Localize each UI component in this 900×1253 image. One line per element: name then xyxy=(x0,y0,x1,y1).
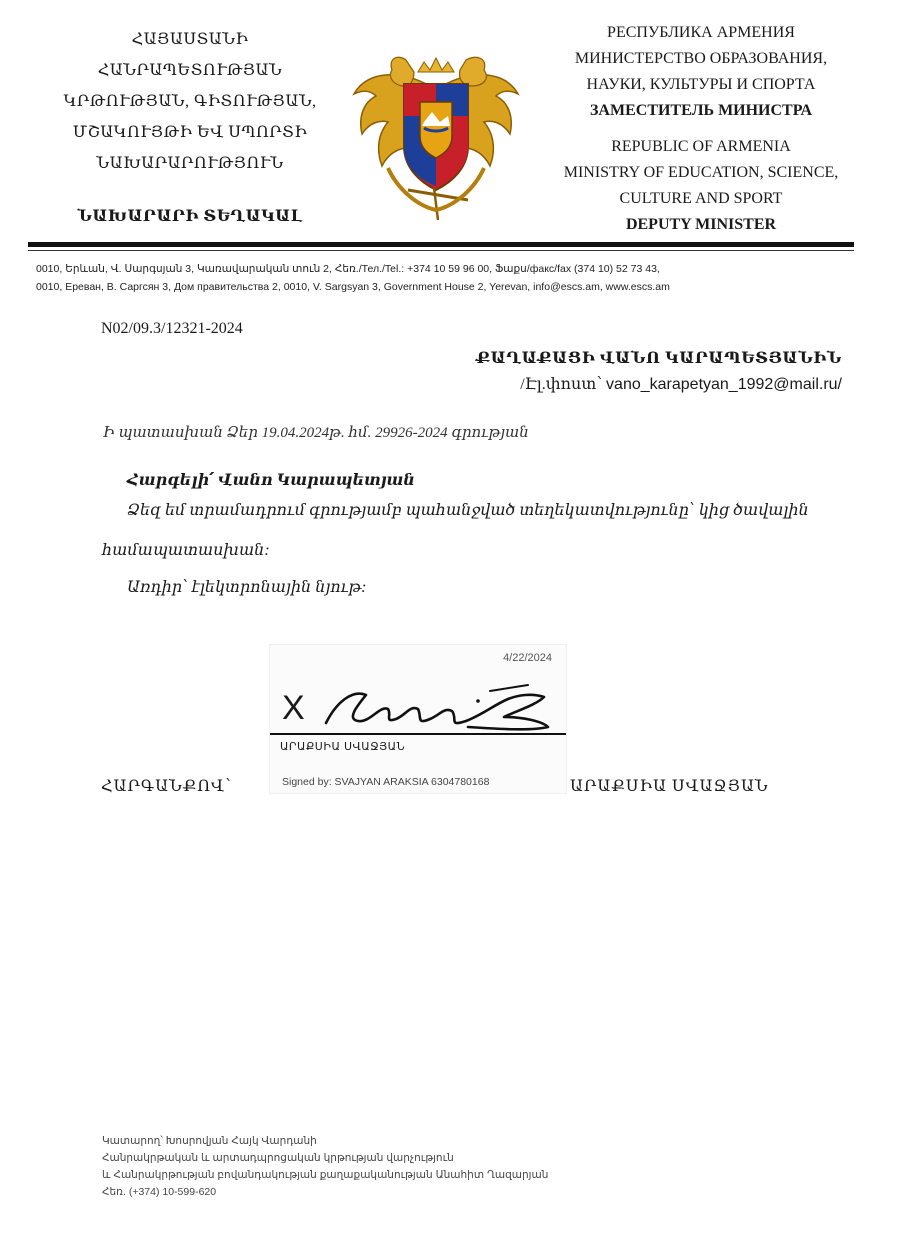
header-english-line: CULTURE AND SPORT xyxy=(619,190,783,207)
header-armenian-line: ՆԱԽԱՐԱՐՈՒԹՅՈՒՆ xyxy=(96,155,284,172)
header-divider-thick xyxy=(28,242,854,247)
header-english-role: DEPUTY MINISTER xyxy=(625,216,777,233)
header-foreign-block xyxy=(540,20,862,238)
footer-line: Կատարող՝ Խոսրովյան Հայկ Վարդանի xyxy=(102,1135,317,1147)
header-armenian-block xyxy=(40,24,340,232)
in-response-line: Ի պատասխան Ձեր 19.04.2024թ. հմ. 29926-2024 գրության xyxy=(103,425,529,441)
header-armenian-line: ՄՇԱԿՈՒՅԹԻ ԵՎ ՍՊՈՐՏԻ xyxy=(72,124,308,141)
header-english-line: REPUBLIC OF ARMENIA xyxy=(611,138,791,155)
recipient-email: vano_karapetyan_1992@mail.ru/ xyxy=(606,376,842,393)
header-russian-line: НАУКИ, КУЛЬТУРЫ И СПОРТА xyxy=(586,76,816,93)
signed-by-text: Signed by: SVAJYAN ARAKSIA 6304780168 xyxy=(282,776,490,788)
recipient-email-prefix: /Էլ.փոստ՝ xyxy=(520,376,607,393)
header-armenian-line: ՀԱՅԱՍՏԱՆԻ xyxy=(131,31,249,48)
signature-date: 4/22/2024 xyxy=(503,652,552,664)
body-text-line: Ձեզ եմ տրամադրում գրությամբ պահանջված տեղեկատվությունը՝ կից ծավալին xyxy=(127,502,809,519)
recipient-block xyxy=(476,346,842,398)
header-russian-role: ЗАМЕСТИТЕЛЬ МИНИСТРА xyxy=(589,102,813,119)
header-armenian-line: ԿՐԹՈՒԹՅԱՆ, ԳԻՏՈՒԹՅԱՆ, xyxy=(63,93,317,110)
header-divider-thin xyxy=(28,250,854,251)
attachment-note: Առդիր՝ էլեկտրոնային նյութ: xyxy=(127,579,367,596)
header-russian-line: РЕСПУБЛИКА АРМЕНИЯ xyxy=(607,24,795,41)
signer-name: ԱՐԱՔՍԻԱ ՍՎԱՋՅԱՆ xyxy=(570,778,769,795)
digital-signature-box xyxy=(270,645,566,793)
header-armenian-line: ՀԱՆՐԱՊԵՏՈՒԹՅԱՆ xyxy=(97,62,283,79)
reference-number: N02/09.3/12321-2024 xyxy=(101,320,243,337)
footer-phone: Հեռ. (+374) 10-599-620 xyxy=(102,1186,217,1198)
footer-line: և Հանրակրթության բովանդակության քաղաքականության Անահիտ Ղազարյան xyxy=(102,1169,549,1181)
signature-line xyxy=(270,733,566,735)
executor-footer xyxy=(102,1133,548,1201)
body-text-line: համապատասխան: xyxy=(102,542,270,559)
header-russian-line: МИНИСТЕРСТВО ОБРАЗОВАНИЯ, xyxy=(574,50,828,67)
signature-x-mark: X xyxy=(282,689,305,727)
header-english-line: MINISTRY OF EDUCATION, SCIENCE, xyxy=(563,164,839,181)
recipient-email-line xyxy=(476,372,842,398)
signature-name: ԱՐԱՔՍԻԱ ՍՎԱՋՅԱՆ xyxy=(280,741,406,753)
armenia-coat-of-arms-icon xyxy=(348,50,524,220)
closing-text: ՀԱՐԳԱՆՔՈՎ՝ xyxy=(101,778,232,795)
address-line-armenian: 0010, Երևան, Վ. Սարգսյան 3, Կառավարական տուն 2, Հեռ./Тел./Tel.: +374 10 59 96 00, Ֆաքս/факс/fax (374 10) 52 73 43, xyxy=(36,263,660,275)
salutation: Հարգելի՛ Վանո Կարապետյան xyxy=(127,472,415,489)
handwritten-signature-icon xyxy=(318,675,558,735)
footer-line: Հանրակրթական և արտադպրոցական կրթության վարչություն xyxy=(102,1152,454,1164)
recipient-name: ՔԱՂԱՔԱՑԻ ՎԱՆՈ ԿԱՐԱՊԵՏՅԱՆԻՆ xyxy=(475,350,842,367)
header-armenian-role: ՆԱԽԱՐԱՐԻ ՏԵՂԱԿԱԼ xyxy=(77,208,303,225)
address-line-russian-english: 0010, Ереван, В. Саргсян 3, Дом правительства 2, 0010, V. Sargsyan 3, Government House 2, Yerevan, info@escs.am, www.escs.am xyxy=(36,281,670,293)
